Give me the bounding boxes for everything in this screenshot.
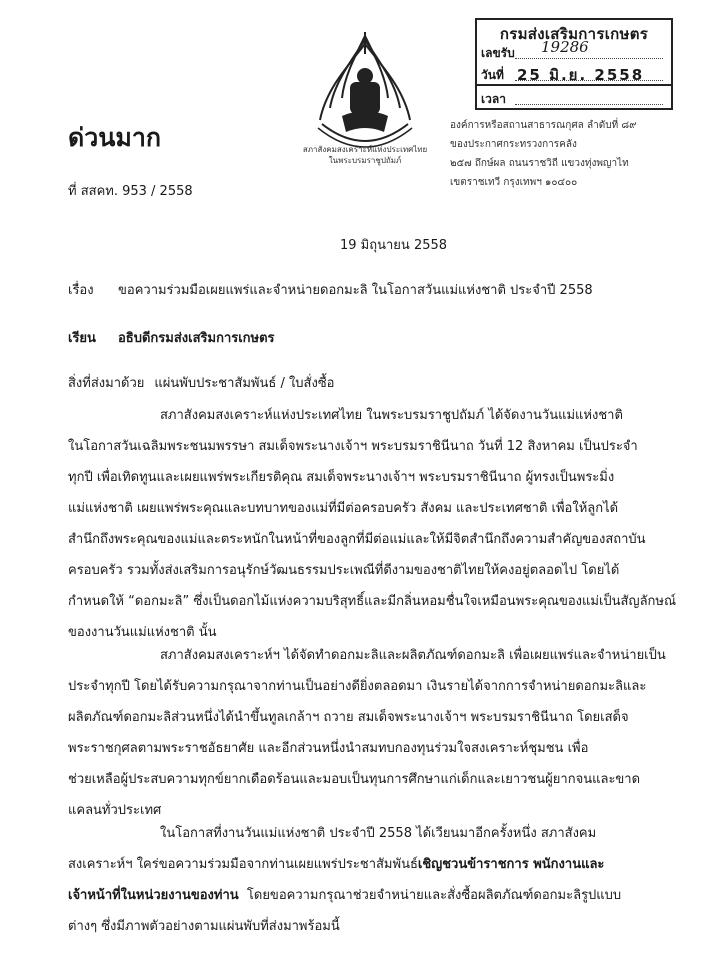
stamp-reg-value: 19286 — [541, 38, 589, 56]
paragraph-line: แคลนทั่วประเทศ — [68, 803, 162, 818]
emblem-caption — [296, 144, 434, 166]
paragraph-line — [68, 884, 621, 905]
paragraph-line: ช่วยเหลือผู้ประสบความทุกข์ยากเดือดร้อนและมอบเป็นทุนการศึกษาแก่เด็กและเยาวชนผู้ยากจนและขาด — [68, 772, 641, 787]
subject-field — [68, 279, 593, 300]
paragraph-line: ในโอกาสวันเฉลิมพระชนมพรรษา สมเด็จพระนางเจ้าฯ พระบรมราชินีนาถ วันที่ 12 สิงหาคม เป็นประจำ — [68, 439, 638, 454]
paragraph-line: ต่างๆ ซึ่งมีภาพตัวอย่างตามแผ่นพับที่ส่งมาพร้อมนี้ — [68, 919, 340, 934]
recipient-label: เรียน — [68, 331, 96, 346]
paragraph-segment: โดยขอความกรุณาช่วยจำหน่ายและสั่งซื้อผลิตภัณฑ์ดอกมะลิรูปแบบ — [246, 888, 622, 903]
recipient-text: อธิบดีกรมส่งเสริมการเกษตร — [118, 331, 275, 346]
org-line-1: องค์การหรือสถานสาธารณกุศล ลำดับที่ ๘๙ — [450, 120, 637, 131]
paragraph-line: ครอบครัว รวมทั้งส่งเสริมการอนุรักษ์วัฒนธรรมประเพณีที่ดีงามของชาติไทยให้คงอยู่ตลอดไป โดยได้ — [68, 563, 620, 578]
recipient-field — [68, 327, 275, 348]
org-line-3: ๒๕๗ ถึกษ์ผล ถนนราชวิถี แขวงทุ่งพญาไท — [450, 158, 629, 169]
enclosure-label: สิ่งที่ส่งมาด้วย — [68, 376, 145, 391]
stamp-time-label: เวลา — [481, 92, 506, 106]
paragraph-line: ในโอกาสที่งานวันแม่แห่งชาติ ประจำปี 2558 ได้เวียนมาอีกครั้งหนึ่ง สภาสังคม — [160, 826, 597, 841]
subject-text: ขอความร่วมมือเผยแพร่และจำหน่ายดอกมะลิ ในโอกาสวันแม่แห่งชาติ ประจำปี 2558 — [118, 283, 593, 298]
paragraph-line: ของงานวันแม่แห่งชาติ นั้น — [68, 625, 217, 640]
paragraph-line: ทุกปี เพื่อเทิดทูนและเผยแพร่พระเกียรติคุณ สมเด็จพระนางเจ้าฯ พระบรมราชินีนาถ ผู้ทรงเป็นพระมิ่ง — [68, 470, 615, 485]
receiving-stamp — [475, 18, 673, 110]
letter-date: 19 มิถุนายน 2558 — [340, 238, 448, 253]
paragraph-line: สภาสังคมสงเคราะห์แห่งประเทศไทย ในพระบรมราชูปถัมภ์ ได้จัดงานวันแม่แห่งชาติ — [160, 408, 623, 423]
paragraph-emphasis: เจ้าหน้าที่ในหน่วยงานของท่าน — [68, 888, 239, 903]
stamp-divider — [477, 84, 671, 86]
enclosure-text: แผ่นพับประชาสัมพันธ์ / ใบสั่งซื้อ — [154, 376, 335, 391]
paragraph-line: ประจำทุกปี โดยได้รับความกรุณาจากท่านเป็นอย่างดียิ่งตลอดมา เงินรายได้จากการจำหน่ายดอกมะลิและ — [68, 679, 647, 694]
paragraph-line: พระราชกุศลตามพระราชอัธยาศัย และอีกส่วนหนึ่งนำสมทบกองทุนร่วมใจสงเคราะห์ชุมชน เพื่อ — [68, 741, 589, 756]
paragraph-line: สำนึกถึงพระคุณของแม่และตระหนักในหน้าที่ของลูกที่มีต่อแม่และให้มีจิตสำนึกถึงความสำคัญของสถาบัน — [68, 532, 646, 547]
document-number: ที่ สสคท. 953 / 2558 — [68, 184, 193, 199]
paragraph-line — [68, 853, 604, 874]
urgent-label: ด่วนมาก — [68, 123, 162, 152]
subject-label: เรื่อง — [68, 283, 94, 298]
paragraph-line: กำหนดให้ “ดอกมะลิ” ซึ่งเป็นดอกไม้แห่งความบริสุทธิ์และมีกลิ่นหอมชื่นใจเหมือนพระคุณของแม่เป็นสัญลักษณ์ — [68, 594, 677, 609]
stamp-date-label: วันที่ — [481, 68, 504, 82]
stamp-reg-label: เลขรับ — [481, 46, 515, 60]
enclosure-field — [68, 372, 334, 393]
paragraph-line: สภาสังคมสงเคราะห์ฯ ได้จัดทำดอกมะลิและผลิตภัณฑ์ดอกมะลิ เพื่อเผยแพร่และจำหน่ายเป็น — [160, 648, 666, 663]
emblem-caption-line-1: สภาสังคมสงเคราะห์แห่งประเทศไทย — [302, 145, 428, 154]
stamp-date-value: 25 มิ.ย. 2558 — [517, 66, 645, 84]
org-line-2: ของประกาศกระทรวงการคลัง — [450, 139, 577, 150]
org-line-4: เขตราชเทวี กรุงเทพฯ ๑๐๔๐๐ — [450, 177, 578, 188]
stamp-time-line — [515, 104, 663, 105]
paragraph-segment: สงเคราะห์ฯ ใคร่ขอความร่วมมือจากท่านเผยแพร่ประชาสัมพันธ์ — [68, 857, 418, 872]
organization-address — [450, 116, 636, 192]
stamp-reg-line — [515, 58, 663, 59]
stamp-title: กรมส่งเสริมการเกษตร — [499, 25, 649, 43]
paragraph-line: ผลิตภัณฑ์ดอกมะลิส่วนหนึ่งได้นำขึ้นทูลเกล้าฯ ถวาย สมเด็จพระนางเจ้าฯ พระบรมราชินีนาถ โดยเสด็จ — [68, 710, 629, 725]
paragraph-line: แม่แห่งชาติ เผยแพร่พระคุณและบทบาทของแม่ที่มีต่อครอบครัว สังคม และประเทศชาติ เพื่อให้ลูกได้ — [68, 501, 619, 516]
paragraph-emphasis: เชิญชวนข้าราชการ พนักงานและ — [417, 857, 605, 872]
emblem-caption-line-2: ในพระบรมราชูปถัมภ์ — [328, 156, 402, 165]
